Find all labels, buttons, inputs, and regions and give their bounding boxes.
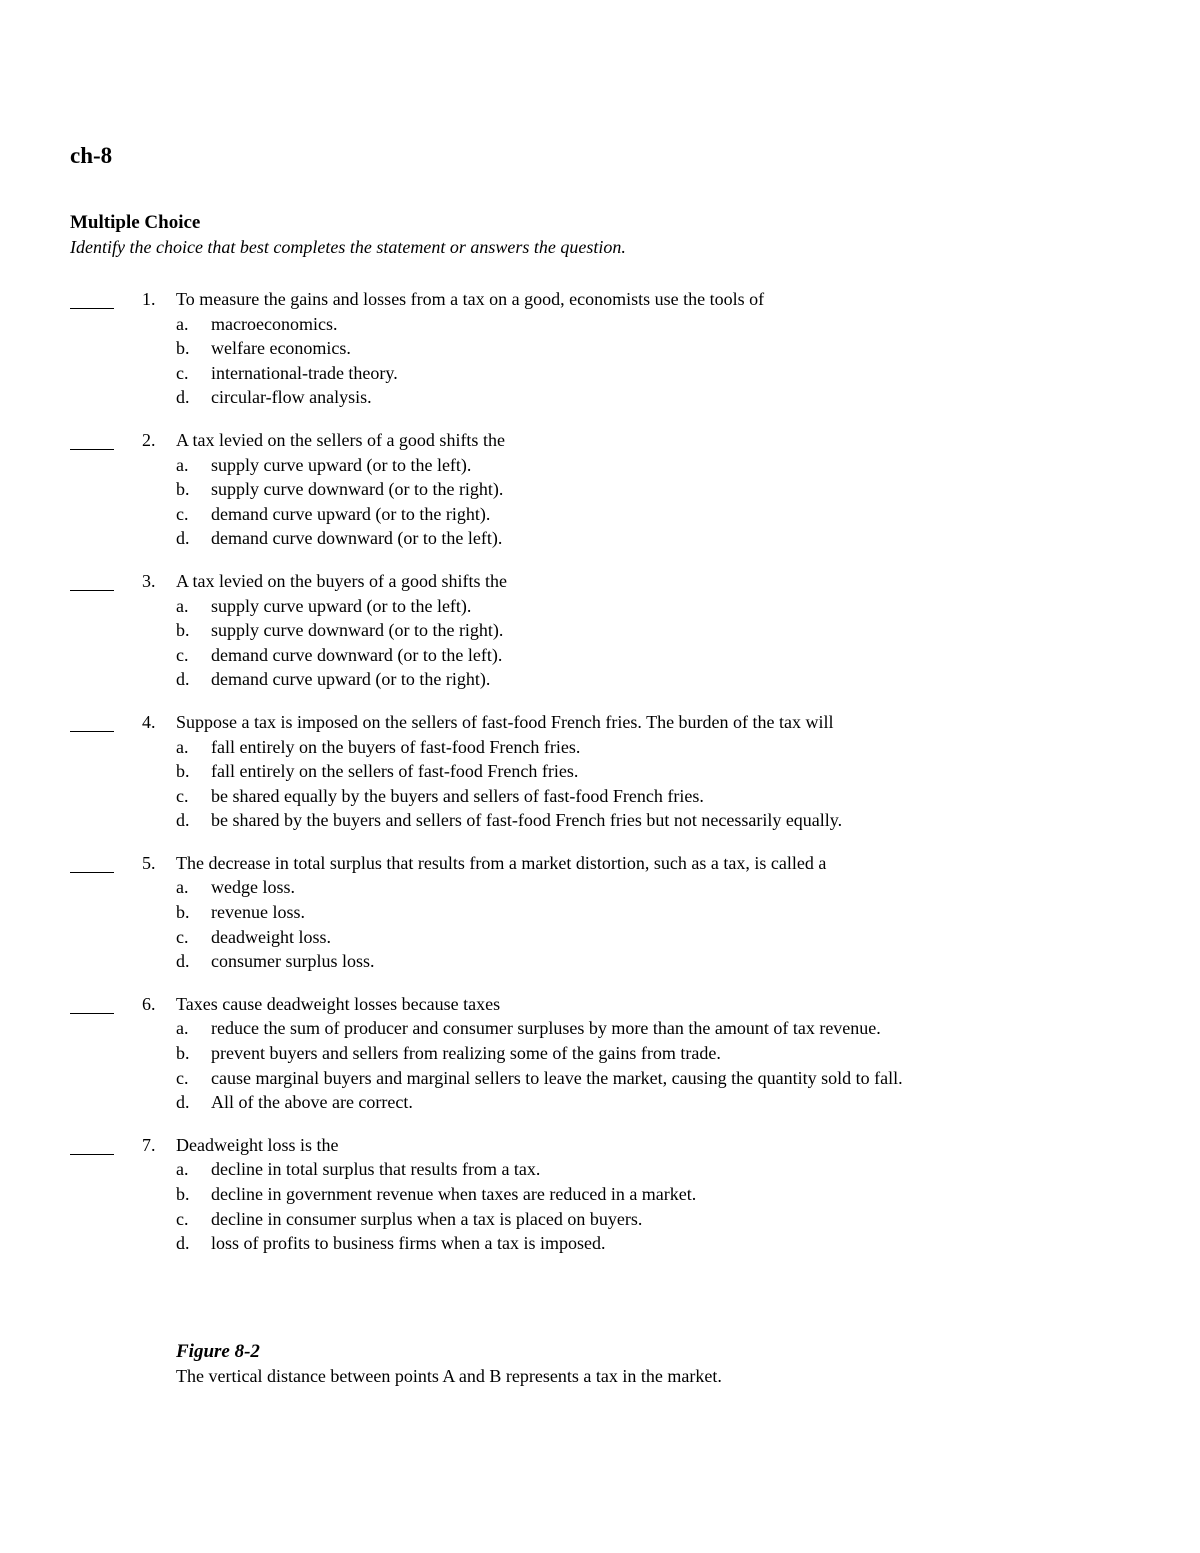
answer-blank[interactable] — [70, 710, 114, 732]
choice-text: be shared by the buyers and sellers of fast-food French fries but not necessarily equally. — [211, 810, 843, 831]
choice-text: macroeconomics. — [211, 313, 338, 334]
answer-choice — [0, 1182, 1200, 1207]
choice-letter: b. — [176, 1043, 190, 1064]
answer-blank[interactable] — [70, 569, 114, 591]
answer-choice — [0, 385, 1200, 410]
answer-choice — [0, 618, 1200, 643]
answer-choice — [0, 453, 1200, 478]
choice-letter: d. — [176, 1233, 190, 1254]
question-number: 4. — [142, 711, 156, 732]
answer-blank[interactable] — [70, 1133, 114, 1155]
question-text: A tax levied on the sellers of a good shifts the — [176, 429, 505, 450]
answer-choice — [0, 949, 1200, 974]
question-row — [0, 287, 1200, 312]
answer-choice — [0, 900, 1200, 925]
choice-letter: b. — [176, 902, 190, 923]
choice-text: demand curve upward (or to the right). — [211, 669, 491, 690]
choice-letter: d. — [176, 951, 190, 972]
choice-text: supply curve downward (or to the right). — [211, 620, 504, 641]
question-item — [0, 428, 1200, 551]
answer-choice — [0, 1157, 1200, 1182]
answer-choice — [0, 1041, 1200, 1066]
choice-text: international-trade theory. — [211, 362, 398, 383]
choice-text: decline in consumer surplus when a tax is placed on buyers. — [211, 1208, 643, 1229]
question-number: 5. — [142, 852, 156, 873]
answer-choice — [0, 1231, 1200, 1256]
choice-letter: d. — [176, 528, 190, 549]
choice-letter: a. — [176, 595, 189, 616]
choice-letter: c. — [176, 1208, 189, 1229]
question-item — [0, 992, 1200, 1115]
question-list — [0, 287, 1200, 1274]
question-text: Suppose a tax is imposed on the sellers of fast-food French fries. The burden of the tax will — [176, 711, 834, 732]
choice-letter: c. — [176, 503, 189, 524]
question-text: Deadweight loss is the — [176, 1134, 339, 1155]
choice-text: supply curve upward (or to the left). — [211, 595, 472, 616]
answer-blank[interactable] — [70, 851, 114, 873]
answer-choice — [0, 667, 1200, 692]
answer-choice — [0, 594, 1200, 619]
question-row — [0, 851, 1200, 876]
instructions: Identify the choice that best completes the statement or answers the question. — [70, 237, 626, 257]
choice-letter: b. — [176, 761, 190, 782]
answer-choice — [0, 875, 1200, 900]
choice-letter: b. — [176, 1184, 190, 1204]
choice-letter: a. — [176, 877, 189, 898]
figure-label: Figure 8-2 — [176, 1341, 260, 1362]
choice-text: fall entirely on the sellers of fast-food French fries. — [211, 761, 579, 782]
answer-blank[interactable] — [70, 428, 114, 450]
choice-letter: d. — [176, 387, 190, 408]
choice-letter: a. — [176, 313, 189, 334]
answer-choice — [0, 312, 1200, 337]
choice-text: revenue loss. — [211, 902, 305, 923]
question-number: 7. — [142, 1134, 156, 1155]
choice-text: All of the above are correct. — [211, 1092, 413, 1113]
answer-choice — [0, 925, 1200, 950]
choice-letter: c. — [176, 362, 189, 383]
choice-text: supply curve downward (or to the right). — [211, 479, 504, 500]
figure-caption: The vertical distance between points A and B represents a tax in the market. — [176, 1366, 722, 1386]
choice-letter: a. — [176, 736, 189, 757]
question-item — [0, 1133, 1200, 1256]
choice-text: cause marginal buyers and marginal sellers to leave the market, causing the quantity sold to fall. — [211, 1067, 903, 1088]
question-item — [0, 569, 1200, 692]
choice-text: demand curve downward (or to the left). — [211, 644, 503, 665]
choice-letter: d. — [176, 1092, 190, 1113]
section-heading: Multiple Choice — [70, 212, 201, 233]
choice-text: decline in government revenue when taxes are reduced in a market. — [211, 1184, 697, 1204]
answer-choice — [0, 735, 1200, 760]
answer-choice — [0, 336, 1200, 361]
choice-text: loss of profits to business firms when a tax is imposed. — [211, 1233, 606, 1254]
question-number: 2. — [142, 429, 156, 450]
choice-letter: c. — [176, 785, 189, 806]
choice-letter: a. — [176, 454, 189, 475]
choice-text: deadweight loss. — [211, 926, 331, 947]
question-text: The decrease in total surplus that results from a market distortion, such as a tax, is called a — [176, 852, 827, 873]
choice-text: be shared equally by the buyers and sellers of fast-food French fries. — [211, 785, 704, 806]
choice-letter: b. — [176, 338, 190, 359]
choice-text: supply curve upward (or to the left). — [211, 454, 472, 475]
question-item — [0, 851, 1200, 974]
answer-choice — [0, 361, 1200, 386]
choice-text: decline in total surplus that results from a tax. — [211, 1159, 541, 1180]
answer-choice — [0, 1207, 1200, 1232]
choice-text: wedge loss. — [211, 877, 295, 898]
question-item — [0, 710, 1200, 833]
question-row — [0, 428, 1200, 453]
choice-letter: d. — [176, 669, 190, 690]
chapter-title: ch-8 — [70, 143, 113, 168]
question-row — [0, 1133, 1200, 1158]
choice-letter: b. — [176, 479, 190, 500]
question-number: 6. — [142, 993, 156, 1014]
question-row — [0, 992, 1200, 1017]
choice-text: consumer surplus loss. — [211, 951, 375, 972]
question-text: To measure the gains and losses from a tax on a good, economists use the tools of — [176, 289, 765, 309]
answer-choice — [0, 1016, 1200, 1041]
answer-blank[interactable] — [70, 992, 114, 1014]
choice-letter: c. — [176, 926, 189, 947]
question-row — [0, 710, 1200, 735]
answer-choice — [0, 1090, 1200, 1115]
answer-choice — [0, 784, 1200, 809]
answer-choice — [0, 643, 1200, 668]
answer-choice — [0, 477, 1200, 502]
choice-text: demand curve downward (or to the left). — [211, 528, 503, 549]
question-row — [0, 569, 1200, 594]
answer-blank[interactable] — [70, 287, 114, 309]
choice-text: fall entirely on the buyers of fast-food French fries. — [211, 736, 581, 757]
choice-text: reduce the sum of producer and consumer surpluses by more than the amount of tax revenue. — [211, 1018, 881, 1039]
choice-letter: a. — [176, 1159, 189, 1180]
answer-choice — [0, 502, 1200, 527]
question-number: 3. — [142, 570, 156, 591]
question-item — [0, 287, 1200, 410]
answer-choice — [0, 808, 1200, 833]
choice-letter: c. — [176, 1067, 189, 1088]
choice-letter: a. — [176, 1018, 189, 1039]
figure-reference — [176, 1340, 722, 1389]
choice-letter: b. — [176, 620, 190, 641]
choice-text: welfare economics. — [211, 338, 351, 359]
choice-text: prevent buyers and sellers from realizing some of the gains from trade. — [211, 1043, 721, 1064]
choice-text: circular-flow analysis. — [211, 387, 372, 408]
question-number: 1. — [142, 289, 156, 309]
choice-text: demand curve upward (or to the right). — [211, 503, 491, 524]
choice-letter: c. — [176, 644, 189, 665]
answer-choice — [0, 526, 1200, 551]
question-text: Taxes cause deadweight losses because taxes — [176, 993, 501, 1014]
answer-choice — [0, 759, 1200, 784]
question-text: A tax levied on the buyers of a good shifts the — [176, 570, 507, 591]
choice-letter: d. — [176, 810, 190, 831]
answer-choice — [0, 1066, 1200, 1091]
